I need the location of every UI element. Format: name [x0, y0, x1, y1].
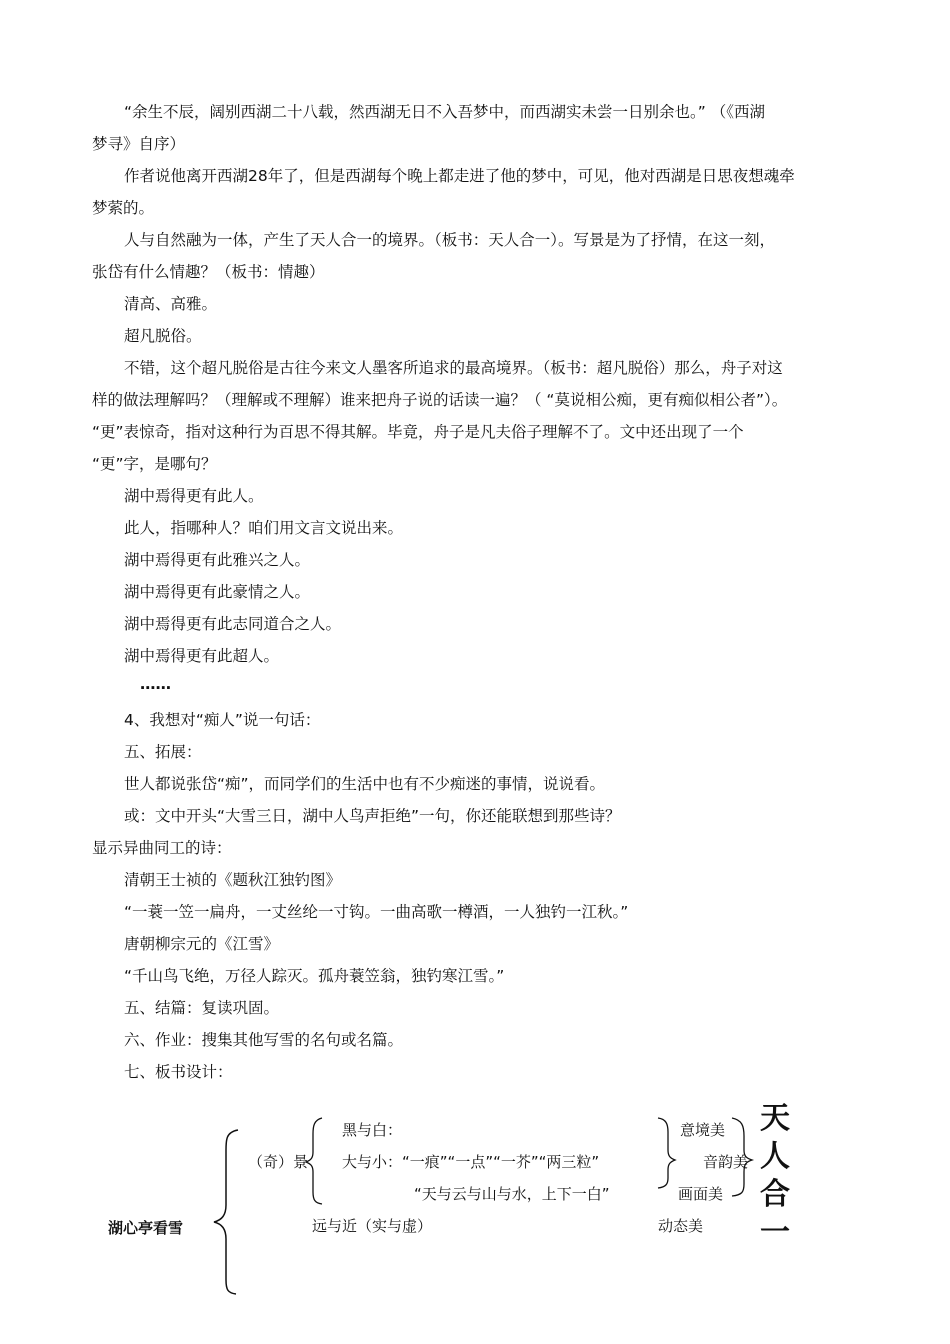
section-heading: 五、结篇：复读巩固。 — [124, 999, 280, 1017]
vertical-char: 天 — [760, 1101, 790, 1136]
text-line: 唐朝柳宗元的《江雪》 — [124, 935, 280, 953]
board-yuan-jin: 远与近（实与虚） — [312, 1217, 433, 1235]
text-line: “余生不辰，阔别西湖二十八载，然西湖无日不入吾梦中，而西湖实未尝一日别余也。” （《西湖 — [124, 103, 765, 121]
board-dongtai: 动态美 — [658, 1217, 704, 1235]
text-line: 样的做法理解吗？（理解或不理解）谁来把舟子说的话读一遍？（ “莫说相公痴，更有痴似相公者”）。 — [92, 391, 788, 409]
board-qi-jing: （奇）景 — [248, 1153, 309, 1171]
ellipsis: …… — [140, 675, 171, 693]
text-line: “更”表惊奇，指对这种行为百思不得其解。毕竟，舟子是凡夫俗子理解不了。文中还出现了一个 — [92, 423, 744, 441]
section-heading: 五、拓展： — [124, 743, 202, 761]
left-brace — [214, 1130, 238, 1294]
text-line: 人与自然融为一体，产生了天人合一的境界。（板书：天人合一）。写景是为了抒情，在这一刻， — [124, 231, 776, 249]
board-hei-bai: 黑与白： — [342, 1121, 403, 1139]
poem-line: “千山鸟飞绝，万径人踪灭。孤舟蓑笠翁，独钓寒江雪。” — [124, 967, 505, 985]
text-line: 清高、高雅。 — [124, 295, 218, 313]
text-line: 4、我想对“痴人”说一句话： — [124, 711, 321, 729]
board-title: 湖心亭看雪 — [108, 1219, 184, 1237]
text-line: 显示异曲同工的诗： — [92, 839, 232, 857]
board-yijing: 意境美 — [680, 1121, 726, 1139]
text-line: 张岱有什么情趣？（板书：情趣） — [92, 263, 325, 281]
board-vertical-title — [760, 1100, 790, 1252]
board-tian-yun: “天与云与山与水，上下一白” — [414, 1185, 610, 1203]
section-heading: 六、作业：搜集其他写雪的名句或名篇。 — [124, 1031, 404, 1049]
text-line: 超凡脱俗。 — [124, 327, 202, 345]
text-line: 或：文中开头“大雪三日，湖中人鸟声拒绝”一句，你还能联想到那些诗？ — [124, 807, 621, 825]
text-line: “更”字，是哪句？ — [92, 455, 217, 473]
poem-line: “一蓑一笠一扁舟，一丈丝纶一寸钩。一曲高歌一樽酒，一人独钓一江秋。” — [124, 903, 629, 921]
text-line: 世人都说张岱“痴”，而同学们的生活中也有不少痴迷的事情，说说看。 — [124, 775, 606, 793]
text-line: 此人，指哪种人？咱们用文言文说出来。 — [124, 519, 404, 537]
text-line: 梦寻》自序） — [92, 135, 186, 153]
text-line: 作者说他离开西湖28年了，但是西湖每个晚上都走进了他的梦中，可见，他对西湖是日思夜想魂牵 — [124, 167, 795, 185]
text-line: 不错，这个超凡脱俗是古往今来文人墨客所追求的最高境界。（板书：超凡脱俗）那么，舟子对这 — [124, 359, 783, 377]
board-huamian: 画面美 — [678, 1185, 724, 1203]
vertical-char: 合 — [760, 1177, 790, 1212]
text-line: 湖中焉得更有此人。 — [124, 487, 264, 505]
vertical-char: 人 — [760, 1139, 790, 1174]
inner-brace — [306, 1118, 322, 1204]
text-line: 湖中焉得更有此雅兴之人。 — [124, 551, 311, 569]
text-line: 湖中焉得更有此志同道合之人。 — [124, 615, 342, 633]
board-da-xiao: 大与小：“一痕”“一点”“一芥”“两三粒” — [342, 1153, 600, 1171]
text-line: 清朝王士祯的《题秋江独钓图》 — [124, 871, 342, 889]
board-yinyun: 音韵美 — [703, 1153, 749, 1171]
right-brace-upper — [658, 1118, 675, 1188]
section-heading: 七、板书设计： — [124, 1063, 233, 1081]
text-line: 梦萦的。 — [92, 199, 155, 217]
text-line: 湖中焉得更有此超人。 — [124, 647, 280, 665]
vertical-char: 一 — [760, 1215, 790, 1250]
text-line: 湖中焉得更有此豪情之人。 — [124, 583, 311, 601]
